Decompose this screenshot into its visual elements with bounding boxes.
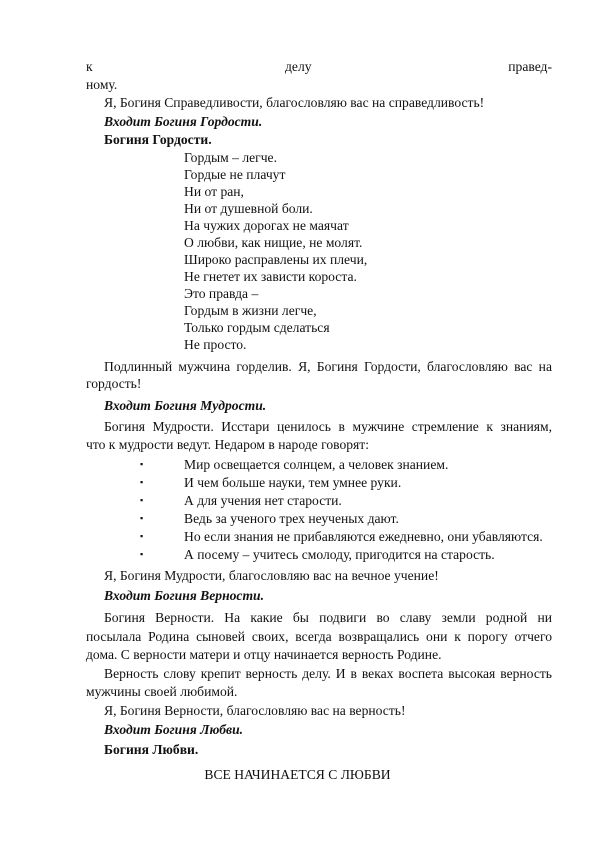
- blessing-wisdom: Я, Богиня Мудрости, благословляю вас на вечное учение!: [104, 568, 439, 583]
- poem-line: Не гнетет их зависти короста.: [184, 269, 357, 284]
- poem-line: О любви, как нищие, не молят.: [184, 235, 363, 250]
- list-item-text: Мир освещается солнцем, а человек знанием.: [184, 457, 449, 472]
- poem-line: Ни от душевной боли.: [184, 201, 313, 216]
- blessing-fidelity: Я, Богиня Верности, благословляю вас на верность!: [104, 703, 406, 718]
- paragraph-wisdom-2: что к мудрости ведут. Недаром в народе говорят:: [86, 437, 370, 452]
- section-title: ВСЕ НАЧИНАЕТСЯ С ЛЮБВИ: [204, 767, 391, 782]
- word-praved: правед-: [508, 59, 552, 74]
- poem-line: Это правда –: [184, 286, 259, 301]
- poem-line: Гордые не плачут: [184, 167, 286, 182]
- list-item-text: И чем больше науки, тем умнее руки.: [184, 475, 402, 490]
- paragraph-fidelity-1: Богиня Верности. На какие бы подвиги во славу земли родной ни: [104, 610, 552, 625]
- stage-direction-fidelity: Входит Богиня Верности.: [104, 588, 264, 603]
- speaker-love: Богиня Любви.: [104, 742, 199, 757]
- poem-line: Гордым – легче.: [184, 150, 277, 165]
- poem-line: Ни от ран,: [184, 184, 244, 199]
- bullet-icon: ▪: [140, 549, 144, 559]
- poem-line: Только гордым сделаться: [184, 320, 330, 335]
- paragraph-fidelity-4: Верность слову крепит верность делу. И в веках воспета высокая верность: [104, 666, 552, 681]
- stage-direction-wisdom: Входит Богиня Мудрости.: [104, 398, 267, 413]
- bullet-icon: ▪: [140, 513, 144, 523]
- list-item-text: А посему – учитесь смолоду, пригодится на старость.: [184, 547, 495, 562]
- poem-line: Гордым в жизни легче,: [184, 303, 317, 318]
- word-k: к: [86, 59, 93, 74]
- blessing-justice: Я, Богиня Справедливости, благословляю вас на справедливость!: [104, 95, 485, 110]
- paragraph-wisdom-1: Богиня Мудрости. Исстари ценилось в мужчине стремление к знаниям,: [104, 419, 552, 434]
- stage-direction-pride: Входит Богиня Гордости.: [104, 114, 263, 129]
- stage-direction-love: Входит Богиня Любви.: [104, 722, 244, 737]
- poem-line: Широко расправлены их плечи,: [184, 252, 368, 267]
- bullet-icon: ▪: [140, 477, 144, 487]
- poem-line: Не просто.: [184, 337, 247, 352]
- paragraph-fidelity-3: дома. С верности матери и отцу начинается верность Родине.: [86, 647, 442, 662]
- list-item-text: А для учения нет старости.: [184, 493, 342, 508]
- word-delu: делу: [285, 59, 312, 74]
- paragraph-pride-1: Подлинный мужчина горделив. Я, Богиня Гордости, благословляю вас на: [104, 359, 552, 374]
- poem-line: На чужих дорогах не маячат: [184, 218, 349, 233]
- paragraph-fidelity-5: мужчины своей любимой.: [86, 684, 238, 699]
- speaker-pride: Богиня Гордости.: [104, 132, 212, 147]
- list-item-text: Но если знания не прибавляются ежедневно, они убавляются.: [184, 529, 543, 544]
- bullet-icon: ▪: [140, 495, 144, 505]
- list-item-text: Ведь за ученого трех неученых дают.: [184, 511, 399, 526]
- text-line-2: ному.: [86, 77, 118, 92]
- paragraph-fidelity-2: посылала Родина сыновей своих, всегда возвращались они к порогу отчего: [86, 629, 552, 644]
- bullet-icon: ▪: [140, 531, 144, 541]
- bullet-icon: ▪: [140, 459, 144, 469]
- paragraph-pride-2: гордость!: [86, 376, 142, 391]
